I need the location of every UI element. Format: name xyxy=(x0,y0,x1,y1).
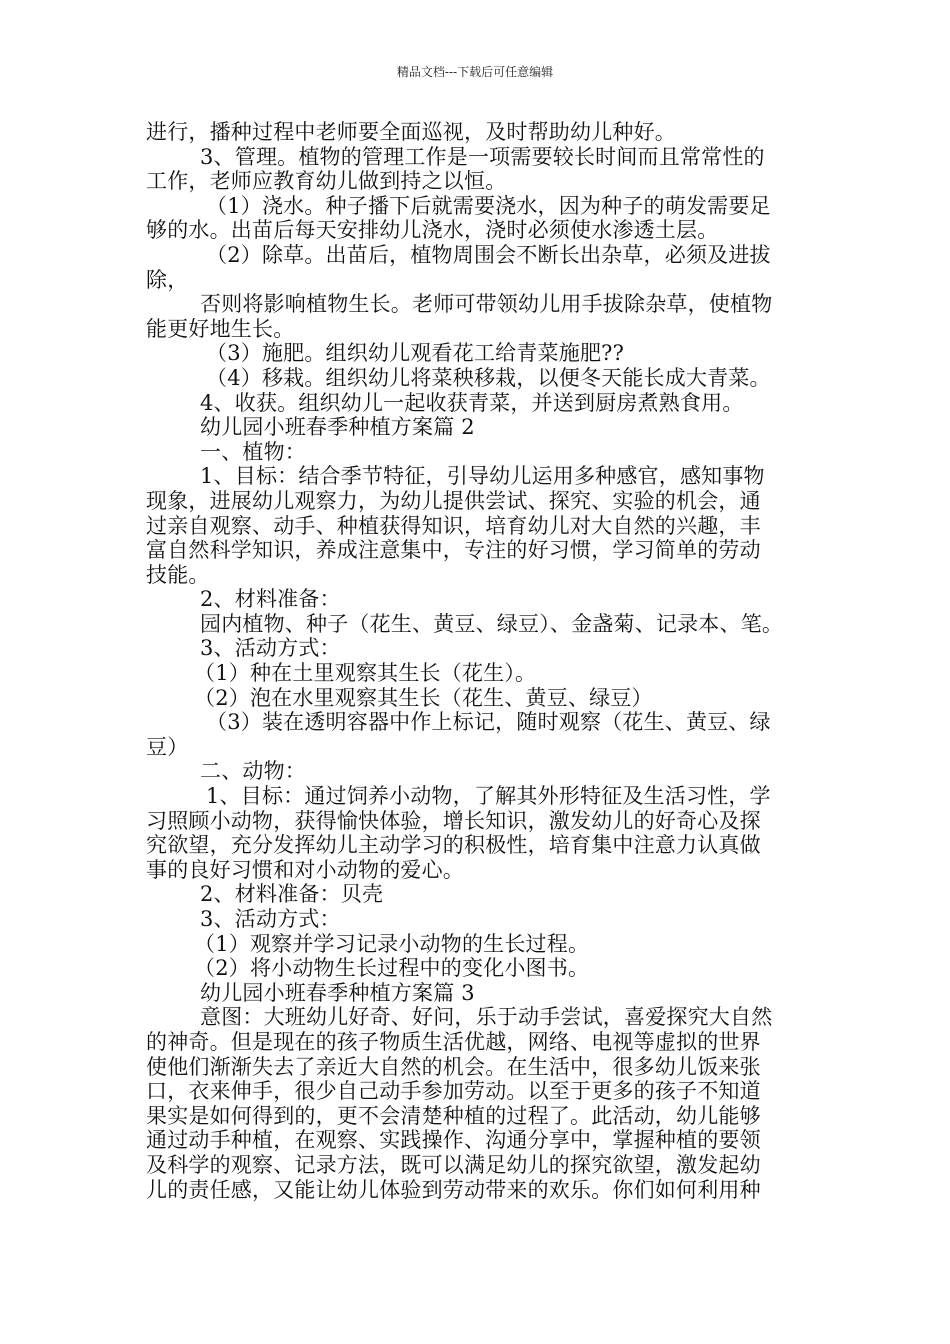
text-line: 究欲望，充分发挥幼儿主动学习的积极性，培育集中注意力认真做 xyxy=(146,833,761,858)
text-line: 现象，进展幼儿观察力，为幼儿提供尝试、探究、实验的机会，通 xyxy=(146,488,761,513)
text-line: 事的良好习惯和对小动物的爱心。 xyxy=(146,857,464,882)
text-line: 3、活动方式： xyxy=(200,636,341,661)
text-line: 园内植物、种子（花生、黄豆、绿豆）、金盏菊、记录本、笔。 xyxy=(200,611,784,636)
text-line: 富自然科学知识，养成注意集中，专注的好习惯，学习简单的劳动 xyxy=(146,538,761,563)
text-line: 进行，播种过程中老师要全面巡视，及时帮助幼儿种好。 xyxy=(146,120,676,144)
text-line: 能更好地生长。 xyxy=(146,316,295,341)
text-line: （3）施肥。组织幼儿观看花工给青菜施肥?? xyxy=(206,341,625,366)
text-line: 习照顾小动物，获得愉快体验，增长知识，激发幼儿的好奇心及探 xyxy=(146,808,761,833)
text-line: 及科学的观察、记录方法，既可以满足幼儿的探究欲望，激发起幼 xyxy=(146,1152,761,1177)
document-body xyxy=(146,120,806,1202)
text-line: 的神奇。但是现在的孩子物质生活优越，网络、电视等虚拟的世界 xyxy=(146,1029,761,1054)
text-line: 3、活动方式： xyxy=(200,907,341,931)
text-line: 4、收获。组织幼儿一起收获青菜，并送到厨房煮熟食用。 xyxy=(200,390,744,415)
text-line: （3）装在透明容器中作上标记，随时观察（花生、黄豆、绿 xyxy=(206,710,771,735)
text-line: 儿的责任感，又能让幼儿体验到劳动带来的欢乐。你们如何利用种 xyxy=(146,1177,761,1202)
text-line: （2）泡在水里观察其生长（花生、黄豆、绿豆） xyxy=(194,685,653,710)
text-line: 过亲自观察、动手、种植获得知识，培育幼儿对大自然的兴趣，丰 xyxy=(146,513,761,538)
section-heading: 幼儿园小班春季种植方案篇 3 xyxy=(200,980,475,1005)
text-line: 1、目标：通过饲养小动物，了解其外形特征及生活习性，学 xyxy=(206,784,771,809)
text-line: 口，衣来伸手，很少自己动手参加劳动。以至于更多的孩子不知道 xyxy=(146,1079,761,1104)
text-line: （1）观察并学习记录小动物的生长过程。 xyxy=(194,931,590,956)
text-line: （1）浇水。种子播下后就需要浇水，因为种子的萌发需要足 xyxy=(206,193,771,218)
text-line: （1）种在土里观察其生长（花生）。 xyxy=(194,661,537,686)
text-line: （4）移栽。组织幼儿将菜秧移栽，以便冬天能长成大青菜。 xyxy=(206,365,771,390)
text-line: 果实是如何得到的，更不会清楚种植的过程了。此活动，幼儿能够 xyxy=(146,1103,761,1128)
text-line: 意图：大班幼儿好奇、好问，乐于动手尝试，喜爱探究大自然 xyxy=(200,1005,773,1030)
text-line: （2）将小动物生长过程中的变化小图书。 xyxy=(194,956,590,981)
text-line: 2、材料准备：贝壳 xyxy=(200,882,384,907)
text-line: 一、植物： xyxy=(200,439,306,464)
text-line: 通过动手种植，在观察、实践操作、沟通分享中，掌握种植的要领 xyxy=(146,1128,761,1153)
text-line: （2）除草。出苗后，植物周围会不断长出杂草，必须及进拔 xyxy=(206,242,771,267)
text-line: 豆） xyxy=(146,734,189,759)
text-line: 够的水。出苗后每天安排幼儿浇水，浇时必须使水渗透土层。 xyxy=(146,218,719,243)
text-line: 工作，老师应教育幼儿做到持之以恒。 xyxy=(146,169,507,194)
text-line: 除， xyxy=(146,267,189,292)
text-line: 技能。 xyxy=(146,562,210,587)
text-line: 二、动物： xyxy=(200,759,306,784)
text-line: 1、目标：结合季节特征，引导幼儿运用多种感官，感知事物 xyxy=(200,464,765,489)
page-header: 精品文档---下载后可任意编辑 xyxy=(396,65,554,79)
text-line: 否则将影响植物生长。老师可带领幼儿用手拔除杂草，使植物 xyxy=(200,292,773,317)
section-heading: 幼儿园小班春季种植方案篇 2 xyxy=(200,415,475,440)
text-line: 3、管理。植物的管理工作是一项需要较长时间而且常常性的 xyxy=(200,144,765,169)
text-line: 使他们渐渐失去了亲近大自然的机会。在生活中，很多幼儿饭来张 xyxy=(146,1054,761,1079)
text-line: 2、材料准备： xyxy=(200,587,341,612)
